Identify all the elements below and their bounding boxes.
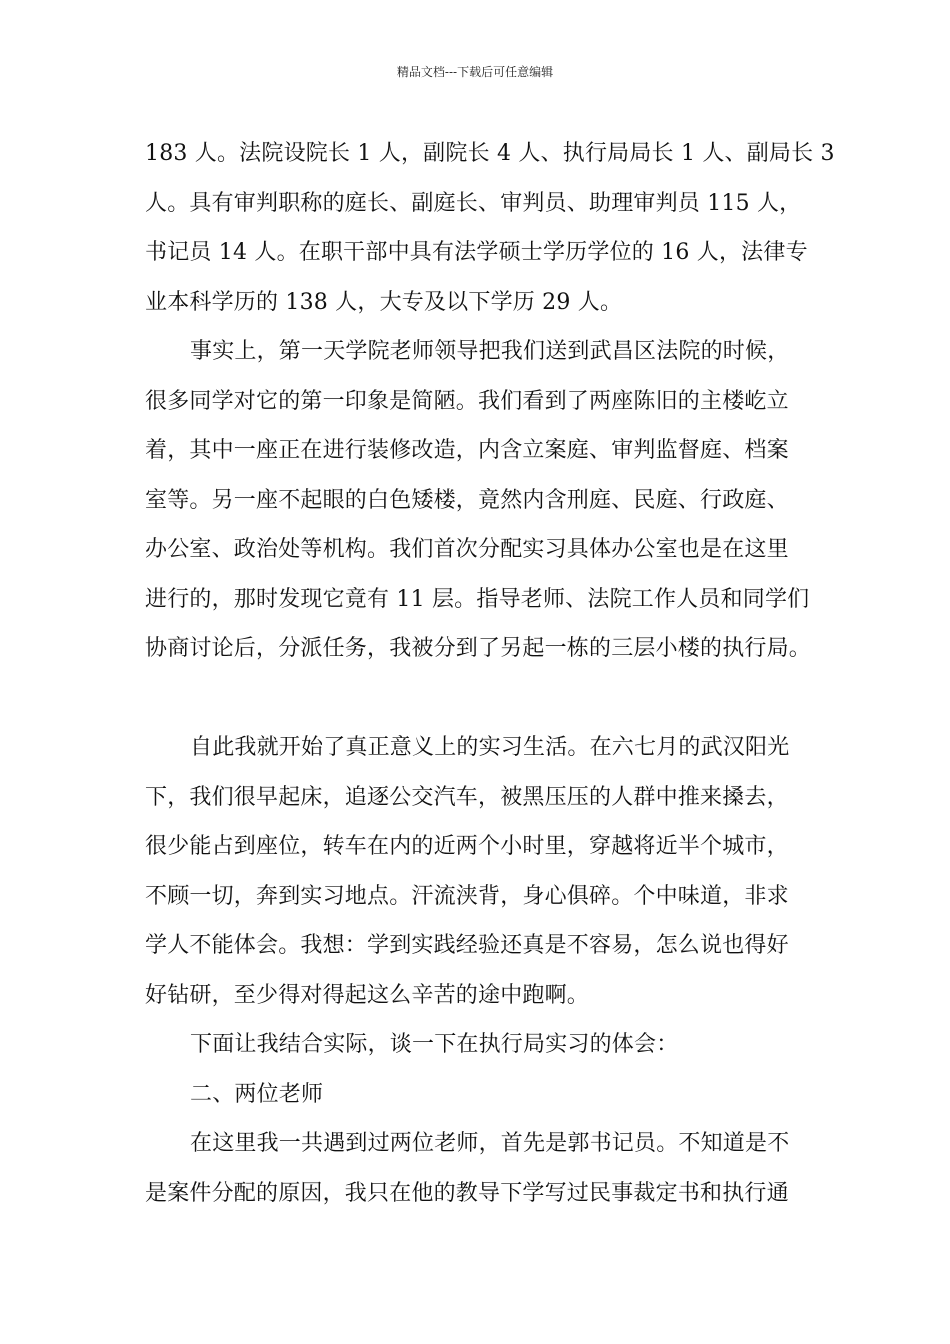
- text-line: 183 人。法院设院长 1 人，副院长 4 人、执行局局长 1 人、副局长 3: [145, 141, 835, 166]
- text-line: 事实上，第一天学院老师领导把我们送到武昌区法院的时候，: [190, 339, 790, 364]
- text-line: 在这里我一共遇到过两位老师，首先是郭书记员。不知道是不: [190, 1131, 790, 1156]
- text-line: 好钻研，至少得对得起这么辛苦的途中跑啊。: [145, 982, 590, 1008]
- text-line: 着，其中一座正在进行装修改造，内含立案庭、审判监督庭、档案: [145, 438, 789, 463]
- text-line: 业本科学历的 138 人，大专及以下学历 29 人。: [145, 289, 623, 315]
- section-heading: 二、两位老师: [190, 1081, 324, 1107]
- text-line: 下，我们很早起床，追逐公交汽车，被黑压压的人群中推来搡去，: [145, 784, 789, 810]
- text-line: 是案件分配的原因，我只在他的教导下学写过民事裁定书和执行通: [145, 1180, 789, 1206]
- text-line: 进行的，那时发现它竟有 11 层。指导老师、法院工作人员和同学们: [145, 586, 810, 612]
- text-line: 书记员 14 人。在职干部中具有法学硕士学历学位的 16 人，法律专: [145, 240, 808, 265]
- text-line: 很少能占到座位，转车在内的近两个小时里，穿越将近半个城市，: [145, 834, 789, 859]
- paragraph-gap: [145, 674, 825, 724]
- text-line: 办公室、政治处等机构。我们首次分配实习具体办公室也是在这里: [145, 537, 789, 562]
- text-line: 自此我就开始了真正意义上的实习生活。在六七月的武汉阳光: [190, 735, 790, 760]
- text-line: 学人不能体会。我想：学到实践经验还真是不容易，怎么说也得好: [145, 933, 789, 958]
- text-line: 人。具有审判职称的庭长、副庭长、审判员、助理审判员 115 人，: [145, 190, 802, 216]
- page-header: 精品文档---下载后可任意编辑: [396, 65, 554, 79]
- text-line: 室等。另一座不起眼的白色矮楼，竟然内含刑庭、民庭、行政庭、: [145, 487, 789, 513]
- text-line: 协商讨论后，分派任务，我被分到了另起一栋的三层小楼的执行局。: [145, 636, 812, 661]
- text-line: 不顾一切，奔到实习地点。汗流浃背，身心俱碎。个中味道，非求: [145, 883, 789, 909]
- document-body: [145, 129, 835, 1218]
- text-line: 下面让我结合实际，谈一下在执行局实习的体会：: [190, 1032, 679, 1057]
- text-line: 很多同学对它的第一印象是简陋。我们看到了两座陈旧的主楼屹立: [145, 388, 789, 414]
